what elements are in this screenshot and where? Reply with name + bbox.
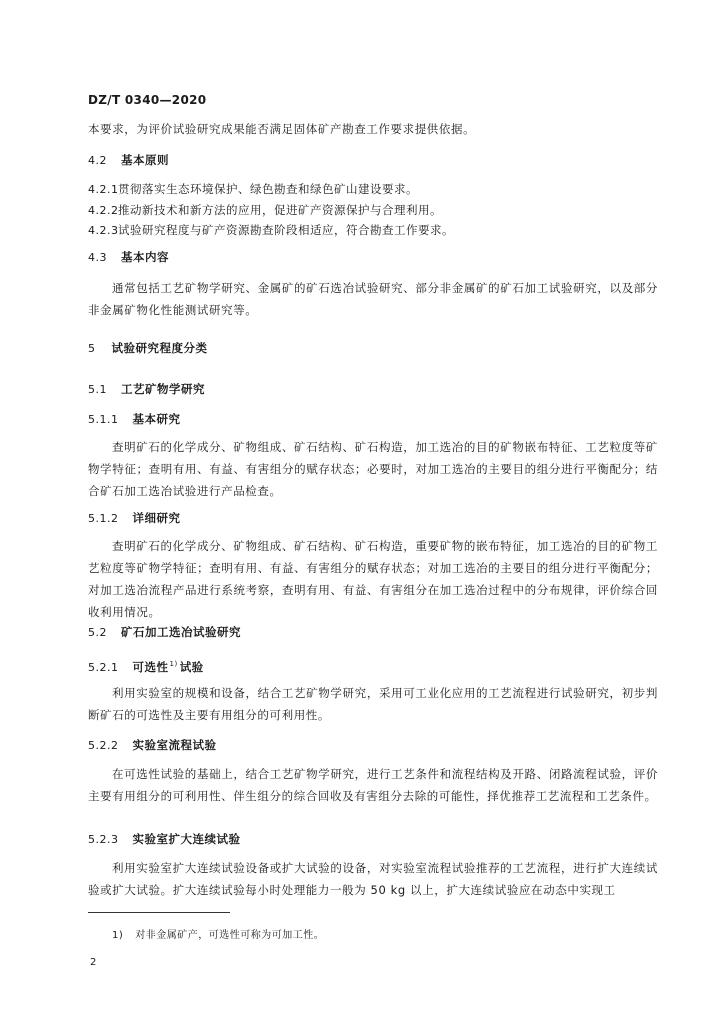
footnote-divider [88,912,230,913]
heading-5-1 [88,379,205,400]
paragraph-4-3: 通常包括工艺矿物学研究、金属矿的矿石选冶试验研究、部分非金属矿的矿石加工试验研究，以及部分非金属矿物化性能测试研究等。 [88,281,658,317]
item-number: 4.2.3 [88,224,119,237]
paragraph-5-2-3: 利用实验室扩大连续试验设备或扩大试验的设备，对实验室流程试验推荐的工艺流程，进行扩大连续试验或扩大试验。扩大连续试验每小时处理能力一般为 50 kg 以上，扩大连续试验应在动态中实现工 [88,861,658,897]
heading-title: 可选性 [132,659,169,674]
heading-5-2-3 [88,829,241,850]
heading-5-1-2 [88,508,181,529]
footnote [112,926,324,941]
heading-title: 基本原则 [121,153,169,167]
heading-5 [88,338,208,359]
paragraph-5-1-2: 查明矿石的化学成分、矿物组成、矿石结构、矿石构造，重要矿物的嵌布特征，加工选冶的目的矿物工艺粒度等矿物学特征；查明有用、有益、有害组分的赋存状态；对加工选冶的主要目的组分进行平衡配分；对加工选冶流程产品进行系统考察，查明有用、有益、有害组分在加工选冶过程中的分布规律，评价综合回收利用情况。 [88,539,658,619]
item-text: 贯彻落实生态环境保护、绿色勘查和绿色矿山建设要求。 [118,182,418,196]
heading-title: 基本内容 [121,250,169,264]
heading-title: 实验室流程试验 [132,738,217,752]
heading-number: 5.2 [88,626,107,639]
heading-5-2-2 [88,735,217,756]
footnote-mark: 1) [112,930,124,941]
principle-item [88,200,442,221]
heading-title: 详细研究 [132,511,181,525]
item-number: 4.2.1 [88,183,119,196]
heading-title: 矿石加工选冶试验研究 [121,625,241,639]
page-number: 2 [90,957,97,968]
principle-item [88,220,454,241]
footnote-text: 对非金属矿产，可选性可称为可加工性。 [135,930,325,941]
item-text: 试验研究程度与矿产资源勘查阶段相适应，符合勘查工作要求。 [118,223,454,237]
heading-number: 5.1.2 [88,512,119,525]
heading-title: 工艺矿物学研究 [121,382,205,396]
heading-number: 5.1.1 [88,413,119,426]
intro-paragraph: 本要求，为评价试验研究成果能否满足固体矿产勘查工作要求提供依据。 [88,122,476,136]
heading-title-suffix: 试验 [179,659,204,674]
heading-number: 4.2 [88,154,107,167]
heading-title: 实验室扩大连续试验 [132,832,241,846]
principle-item [88,179,418,200]
heading-number: 5.1 [88,383,107,396]
heading-number: 5.2.2 [88,739,119,752]
standard-code: DZ/T 0340—2020 [88,93,207,107]
paragraph-5-1-1: 查明矿石的化学成分、矿物组成、矿石结构、矿石构造，加工选冶的目的矿物嵌布特征、工艺粒度等矿物学特征；查明有用、有益、有害组分的赋存状态；必要时，对加工选冶的主要目的组分进行平衡配分；结合矿石加工选冶试验进行产品检查。 [88,440,658,498]
heading-5-2-1 [88,654,204,678]
heading-number: 4.3 [88,251,107,264]
heading-number: 5.2.1 [88,660,119,674]
heading-5-1-1 [88,409,181,430]
item-text: 推动新技术和新方法的应用，促进矿产资源保护与合理利用。 [118,203,442,217]
heading-title: 试验研究程度分类 [111,341,208,355]
paragraph-5-2-1: 利用实验室的规模和设备，结合工艺矿物学研究，采用可工业化应用的工艺流程进行试验研究，初步判断矿石的可选性及主要有用组分的可利用性。 [88,686,658,722]
heading-title: 基本研究 [132,412,181,426]
heading-5-2 [88,622,241,643]
item-number: 4.2.2 [88,204,119,217]
paragraph-5-2-2: 在可选性试验的基础上，结合工艺矿物学研究，进行工艺条件和流程结构及开路、闭路流程试验，评价主要有用组分的可利用性、伴生组分的综合回收及有害组分去除的可能性，择优推荐工艺流程和工艺条件。 [88,767,658,803]
heading-number: 5 [88,342,96,355]
heading-number: 5.2.3 [88,833,119,846]
heading-4-2 [88,150,169,171]
heading-4-3 [88,247,169,268]
footnote-reference: 1) [169,660,178,668]
